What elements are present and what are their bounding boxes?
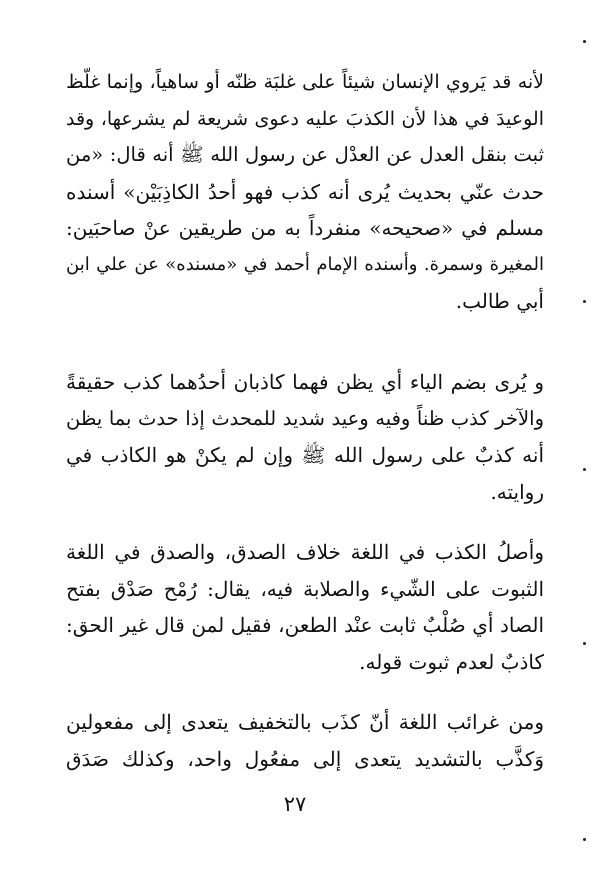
text-line: المغيرة وسمرة. وأسنده الإمام أحمد في «مسنده» عن علي ابن [66,253,544,275]
text-line: حدث عنّي بحديث يُرى أنه كذب فهو أحدُ الكاذِبَيْن» أسنده [66,179,544,204]
text-line: لأنه قد يَروي الإنسان شيئاً على غلبَة ظنّه أو ساهياً، وإنما غلّظ [66,71,544,93]
text-line: الوعيدَ في هذا لأن الكذبَ عليه دعوى شريعة لم يشرعها، وقد [66,107,544,130]
text-line: و يُرى بضم الياء أي يظن فهما كاذبان أحدُهما كذب حقيقةً [66,370,544,394]
text-line: أنه كذبٌ على رسول الله ﷺ وإن لم يكنْ هو الكاذب في [66,443,544,467]
paragraph-1 [66,64,544,320]
paragraph-2 [66,364,544,510]
scan-speck [583,838,586,841]
scan-speck [583,642,586,645]
text-line: أبي طالب. [455,289,544,313]
page-number: ٢٧ [283,792,307,816]
text-line: وأصلُ الكذب في اللغة خلاف الصدق، والصدق في اللغة [66,540,544,564]
scan-speck [583,300,586,303]
text-line: والآخر كذب ظناً وفيه وعيد شديد للمحدث إذا حدث بما يظن [66,406,544,430]
text-line: الثبوت على الشّيء والصلابة فيه، يقال: رُمْح صَدْق بفتح [66,576,544,601]
paragraph-4 [66,704,544,777]
text-line: ثبت بنقل العدل عن العدْل عن رسول الله ﷺ أنه قال: «من [66,143,544,166]
paragraph-3 [66,534,544,680]
text-line: وَكذَّب بالتشديد يتعدى إلى مفعُول واحد، وكذلك صَدَق [66,746,544,771]
scan-speck [583,40,586,43]
text-line: روايته. [490,479,544,504]
text-line: الصاد أي صُلْبٌ ثابت عنْد الطعن، فقيل لمن قال غير الحق: [66,613,544,637]
text-line: ومن غرائب اللغة أنّ كذَب بالتخفيف يتعدى إلى مفعولين [66,710,544,734]
scan-speck [583,468,586,471]
text-line: كاذبٌ لعدم ثبوت قوله. [359,649,544,674]
text-line: مسلم في «صحيحه» منفرداً به من طريقين عنْ صاحبَين: [66,216,544,240]
